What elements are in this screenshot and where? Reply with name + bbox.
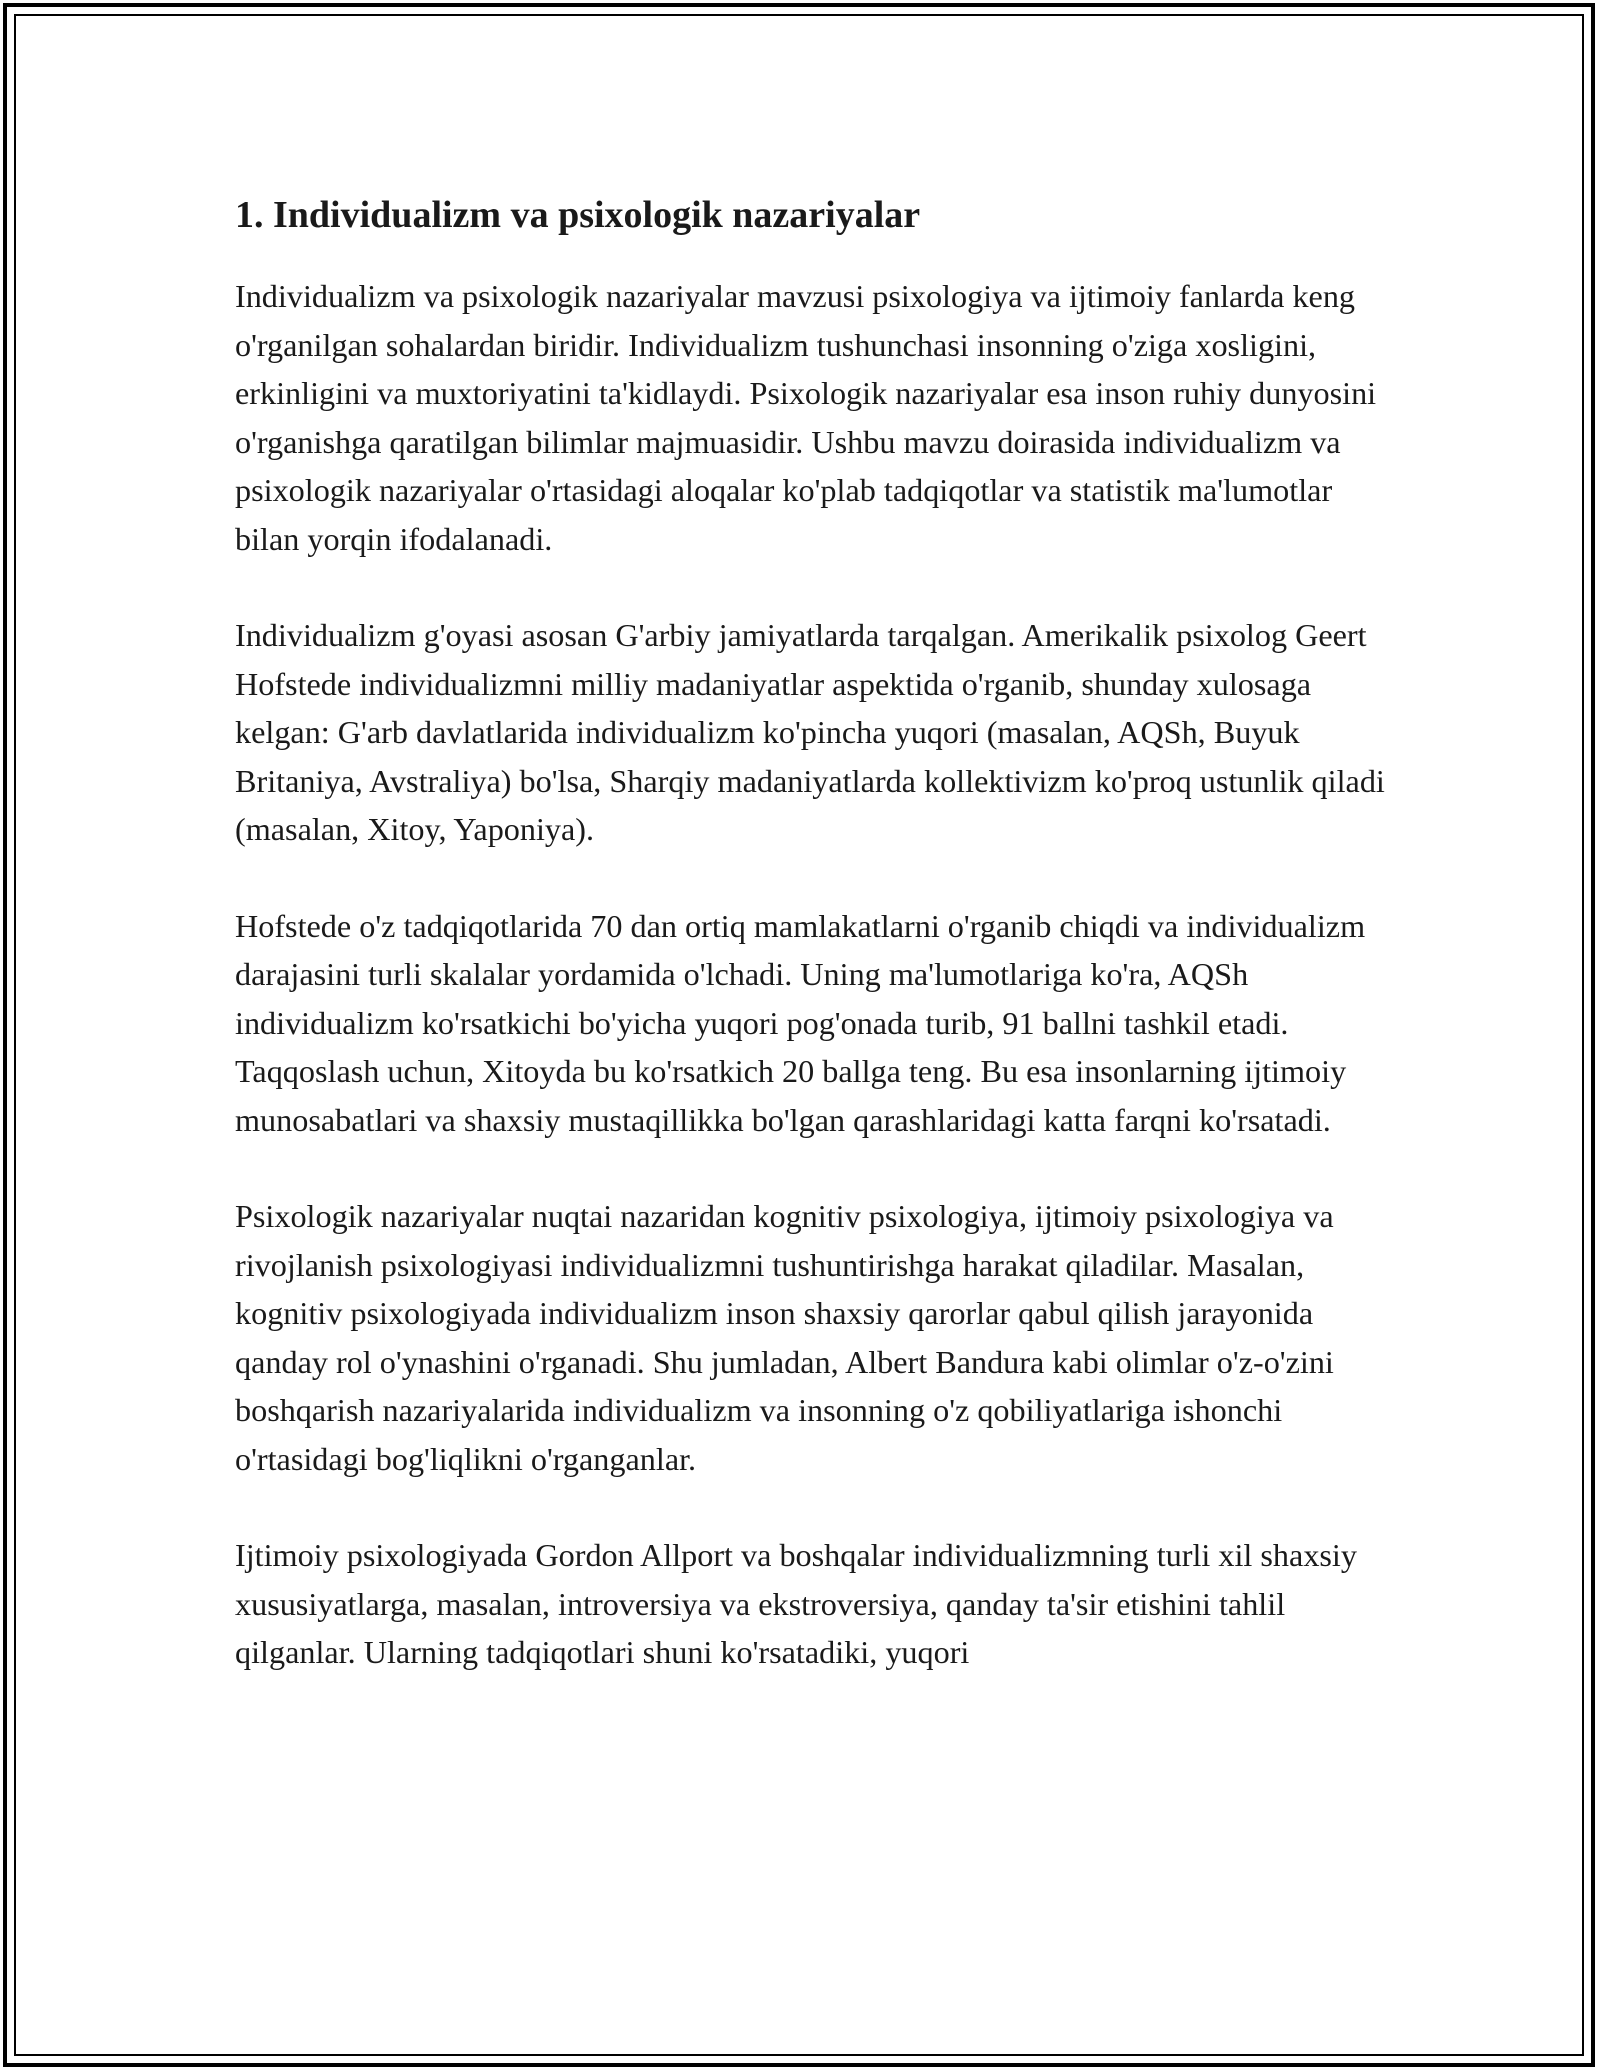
paragraph-hofstede-study: Hofstede o'z tadqiqotlarida 70 dan ortiq mamlakatlarni o'rganib chiqdi va individualizm darajasini turli skalalar yordamida o'lchadi. Uning ma'lumotlariga ko'ra, AQSh individualizm ko'rsatkichi bo'yicha yuqori pog'onada turib, 91 ballni tashkil etadi. Taqqoslash uchun, Xitoyda bu ko'rsatkich 20 ballga teng. Bu esa insonlarning ijtimoiy munosabatlari va shaxsiy mustaqillikka bo'lgan qarashlaridagi katta farqni ko'rsatadi. [235, 907, 1366, 1138]
paragraph-social-psychology: Ijtimoiy psixologiyada Gordon Allport va boshqalar individualizmning turli xil shaxsiy xususiyatlarga, masalan, introversiya va ekstroversiya, qanday ta'sir etishini tahlil qilganlar. Ularning tadqiqotlari shuni ko'rsatadiki, yuqori [235, 1537, 1357, 1670]
section-heading: 1. Individualizm va psixologik nazariyalar [235, 194, 921, 236]
paragraph-hofstede-origin: Individualizm g'oyasi asosan G'arbiy jamiyatlarda tarqalgan. Amerikalik psixolog Geert Hofstede individualizmni milliy madaniyatlar aspektida o'rganib, shunday xulosaga kelgan: G'arb davlatlarida individualizm ko'pincha yuqori (masalan, AQSh, Buyuk Britaniya, Avstraliya) bo'lsa, Sharqiy madaniyatlarda kollektivizm ko'proq ustunlik qiladi (masalan, Xitoy, Yaponiya). [235, 617, 1385, 847]
paragraph-psychological-theories: Psixologik nazariyalar nuqtai nazaridan kognitiv psixologiya, ijtimoiy psixologiya va rivojlanish psixologiyasi individualizmni tushuntirishga harakat qiladilar. Masalan, kognitiv psixologiyada individualizm inson shaxsiy qarorlar qabul qilish jarayonida qanday rol o'ynashini o'rganadi. Shu jumladan, Albert Bandura kabi olimlar o'z-o'zini boshqarish nazariyalarida individualizm va insonning o'z qobiliyatlariga ishonchi o'rtasidagi bog'liqlikni o'rganganlar. [235, 1198, 1334, 1477]
document-body [235, 186, 1385, 1677]
paragraph-intro: Individualizm va psixologik nazariyalar mavzusi psixologiya va ijtimoiy fanlarda keng o'rganilgan sohalardan biridir. Individualizm tushunchasi insonning o'ziga xosligini, erkinligini va muxtoriyatini ta'kidlaydi. Psixologik nazariyalar esa inson ruhiy dunyosini o'rganishga qaratilgan bilimlar majmuasidir. Ushbu mavzu doirasida individualizm va psixologik nazariyalar o'rtasidagi aloqalar ko'plab tadqiqotlar va statistik ma'lumotlar bilan yorqin ifodalanadi. [235, 278, 1377, 557]
